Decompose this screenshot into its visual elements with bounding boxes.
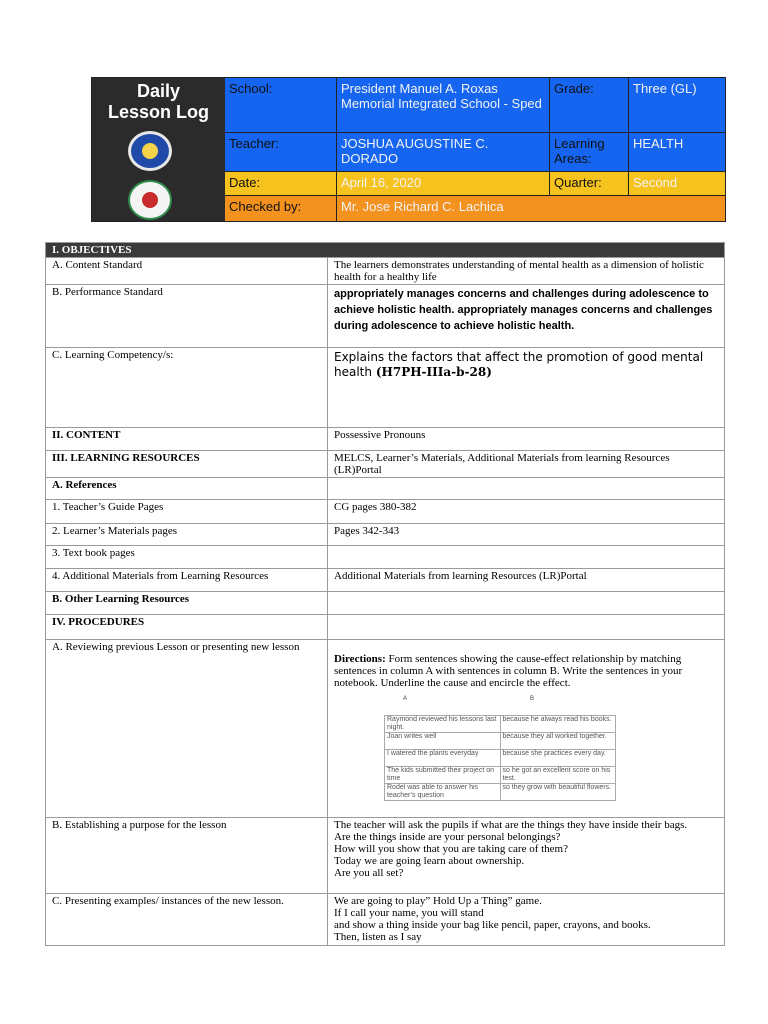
examples-line: and show a thing inside your bag like pencil, paper, crayons, and books.: [334, 919, 651, 931]
table-row: [385, 733, 616, 750]
table-row: [46, 546, 725, 569]
title-line-2: Lesson Log: [107, 102, 209, 122]
date-value: April 16, 2020: [337, 172, 550, 196]
learning-resources-label: III. LEARNING RESOURCES: [46, 451, 328, 478]
table-row: [46, 428, 725, 451]
teacher-label: Teacher:: [225, 133, 337, 172]
table-row: [46, 258, 725, 285]
column-b-cell: because they all worked together.: [500, 733, 616, 750]
column-a-cell: The kids submitted their project on time: [385, 767, 501, 784]
column-a-header: A: [403, 696, 408, 702]
column-b-header: B: [530, 696, 535, 702]
teachers-guide-label: 1. Teacher’s Guide Pages: [46, 500, 328, 524]
column-a-cell: I watered the plants everyday: [385, 750, 501, 767]
other-resources-label: B. Other Learning Resources: [46, 592, 328, 615]
table-row: [46, 592, 725, 615]
quarter-value: Second: [629, 172, 725, 196]
reviewing-lesson-label: A. Reviewing previous Lesson or presenting new lesson: [46, 640, 328, 818]
table-row: [46, 615, 725, 640]
table-row: [46, 478, 725, 500]
logo-panel: [92, 78, 225, 221]
objectives-section-row: [46, 243, 725, 258]
column-a-cell: Joan writes well: [385, 733, 501, 750]
examples-line: Then, listen as I say: [334, 931, 422, 943]
directions-label: Directions:: [334, 653, 386, 665]
reviewing-lesson-value: [328, 640, 725, 818]
learners-materials-value: Pages 342-343: [328, 524, 725, 546]
table-row: [46, 500, 725, 524]
learning-competency-label: C. Learning Competency/s:: [46, 348, 328, 428]
learning-areas-value: HEALTH: [629, 133, 725, 172]
lesson-log-header: [91, 77, 726, 222]
grade-value: Three (GL): [629, 78, 725, 133]
learning-resources-value: MELCS, Learner’s Materials, Additional Materials from learning Resources (LR)Portal: [328, 451, 725, 478]
table-row: [385, 784, 616, 801]
content-label: II. CONTENT: [46, 428, 328, 451]
content-value: Possessive Pronouns: [328, 428, 725, 451]
table-row: [46, 894, 725, 946]
column-a-cell: Rodel was able to answer his teacher’s question: [385, 784, 501, 801]
purpose-line: The teacher will ask the pupils if what are the things they have inside their bags.: [334, 819, 688, 831]
column-b-cell: because he always read his books.: [500, 716, 616, 733]
table-row: [46, 818, 725, 894]
table-row: [385, 716, 616, 733]
title-line-1: Daily: [136, 81, 181, 101]
table-row: [46, 640, 725, 818]
checked-by-value: Mr. Jose Richard C. Lachica: [337, 196, 725, 221]
performance-standard-value: appropriately manages concerns and challenges during adolescence to achieve holistic health. appropriately manages concerns and challenges during adolescence to achieve holistic health.: [328, 285, 725, 348]
table-row: [385, 750, 616, 767]
teacher-value: JOSHUA AUGUSTINE C. DORADO: [337, 133, 550, 172]
learning-competency-value: [328, 348, 725, 428]
additional-materials-label: 4. Additional Materials from Learning Resources: [46, 569, 328, 592]
school-label: School:: [225, 78, 337, 133]
procedures-label: IV. PROCEDURES: [46, 615, 328, 640]
purpose-line: Are the things inside are your personal belongings?: [334, 831, 561, 843]
purpose-line: How will you show that you are taking care of them?: [334, 843, 568, 855]
school-seal-icon: [128, 180, 172, 220]
purpose-line: Are you all set?: [334, 867, 404, 879]
table-row: [46, 451, 725, 478]
directions-text: Form sentences showing the cause-effect relationship by matching sentences in column A with sentences in column B. Write the sentences in your notebook. Underline the cause and encircle the effect.: [334, 653, 683, 689]
quarter-label: Quarter:: [550, 172, 629, 196]
table-row: [46, 285, 725, 348]
column-b-cell: so they grow with beautiful flowers.: [500, 784, 616, 801]
teachers-guide-value: CG pages 380-382: [328, 500, 725, 524]
table-row: [46, 569, 725, 592]
examples-line: If I call your name, you will stand: [334, 907, 484, 919]
establishing-purpose-label: B. Establishing a purpose for the lesson: [46, 818, 328, 894]
additional-materials-value: Additional Materials from learning Resources (LR)Portal: [328, 569, 725, 592]
presenting-examples-value: [328, 894, 725, 946]
daily-lesson-log-title: [92, 81, 225, 123]
checked-by-label: Checked by:: [225, 196, 337, 221]
performance-standard-label: B. Performance Standard: [46, 285, 328, 348]
objectives-header: I. OBJECTIVES: [46, 243, 725, 258]
references-label: A. References: [46, 478, 328, 500]
directions-paragraph: [334, 653, 719, 689]
establishing-purpose-value: [328, 818, 725, 894]
column-b-cell: so he got an excellent score on his test.: [500, 767, 616, 784]
lesson-plan-table: [45, 242, 725, 946]
learning-areas-label: Learning Areas:: [550, 133, 629, 172]
content-standard-value: The learners demonstrates understanding of mental health as a dimension of holistic health for a healthy life: [328, 258, 725, 285]
school-value: President Manuel A. Roxas Memorial Integrated School - Sped: [337, 78, 550, 133]
competency-text: Explains the factors that affect the promotion of good mental health: [334, 350, 704, 379]
date-label: Date:: [225, 172, 337, 196]
learners-materials-label: 2. Learner’s Materials pages: [46, 524, 328, 546]
column-b-cell: because she practices every day.: [500, 750, 616, 767]
column-a-cell: Raymond reviewed his lessons last night.: [385, 716, 501, 733]
table-row: [46, 348, 725, 428]
cause-effect-headers: [334, 689, 719, 703]
grade-label: Grade:: [550, 78, 629, 133]
other-resources-value: [328, 592, 725, 615]
cause-effect-table: [384, 715, 616, 801]
competency-code: (H7PH-IIIa-b-28): [375, 365, 492, 379]
content-standard-label: A. Content Standard: [46, 258, 328, 285]
purpose-line: Today we are going learn about ownership.: [334, 855, 525, 867]
presenting-examples-label: C. Presenting examples/ instances of the new lesson.: [46, 894, 328, 946]
textbook-pages-value: [328, 546, 725, 569]
procedures-value: [328, 615, 725, 640]
table-row: [385, 767, 616, 784]
textbook-pages-label: 3. Text book pages: [46, 546, 328, 569]
references-value: [328, 478, 725, 500]
examples-line: We are going to play” Hold Up a Thing” game.: [334, 895, 542, 907]
table-row: [46, 524, 725, 546]
deped-seal-icon: [128, 131, 172, 171]
